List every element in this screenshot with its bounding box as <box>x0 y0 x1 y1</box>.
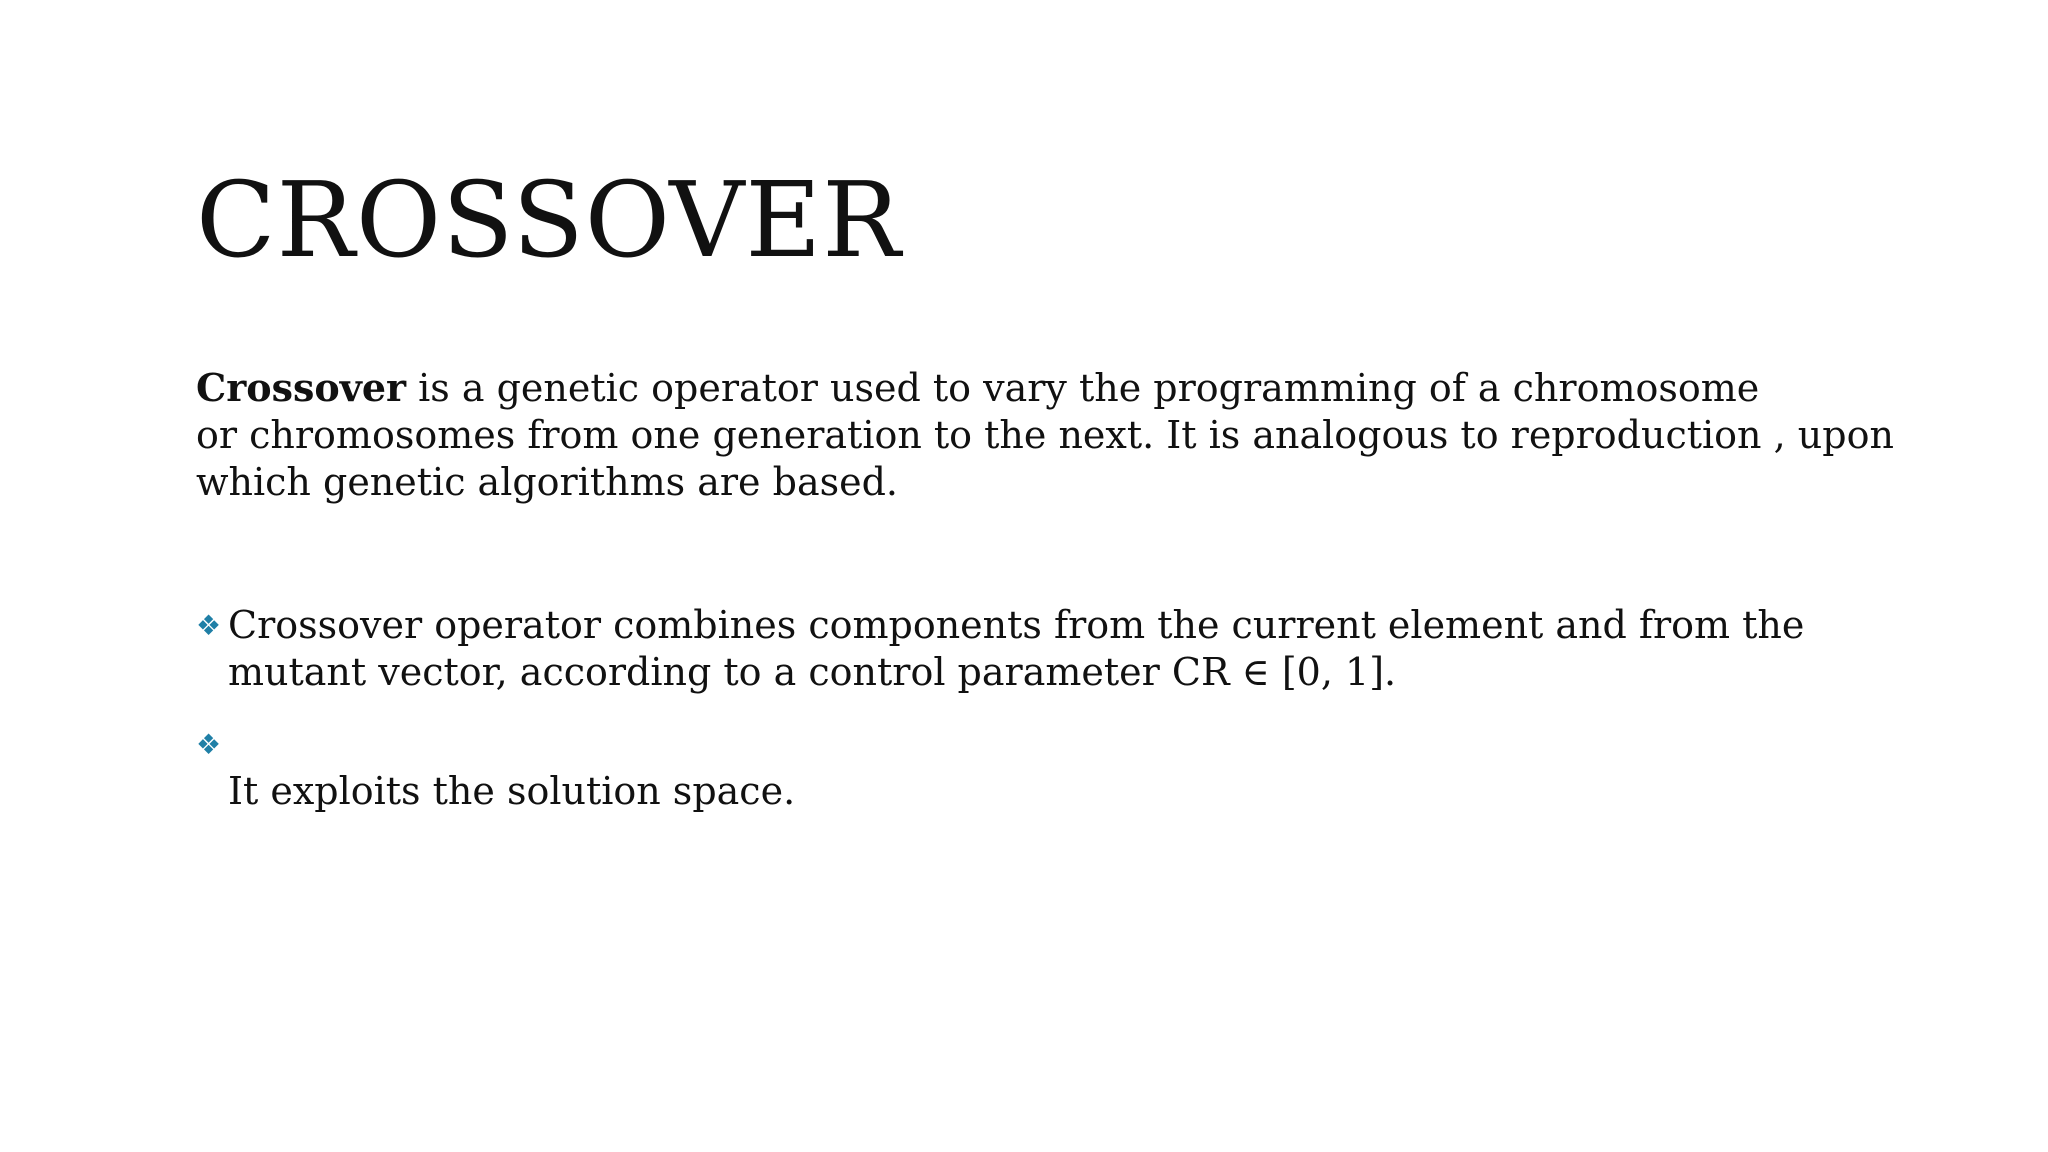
definition-paragraph <box>196 364 1896 506</box>
bullet-2-line-1: It exploits the solution space. <box>228 769 796 813</box>
definition-term: Crossover <box>196 365 407 410</box>
definition-line-1 <box>196 364 1896 412</box>
bullet-item <box>196 602 1896 696</box>
diamond-bullet-icon: ❖ <box>196 728 222 761</box>
diamond-bullet-icon: ❖ <box>196 609 222 642</box>
bullet-text <box>228 722 1896 815</box>
definition-line-1-rest: is a genetic operator used to vary the programming of a chromosome <box>406 366 1760 410</box>
bullet-1-line-1: Crossover operator combines components from the current element and from the <box>228 603 1805 647</box>
bullet-list <box>196 602 1896 840</box>
bullet-1-line-2: mutant vector, according to a control parameter CR ∈ [0, 1]. <box>228 650 1397 694</box>
slide-title: CROSSOVER <box>196 159 902 281</box>
bullet-text <box>228 602 1896 696</box>
definition-line-2: or chromosomes from one generation to the next. It is analogous to reproduction , upon <box>196 413 1894 457</box>
definition-line-3: which genetic algorithms are based. <box>196 460 898 504</box>
bullet-item <box>196 721 1896 815</box>
definition-paragraph-container <box>196 364 1896 506</box>
